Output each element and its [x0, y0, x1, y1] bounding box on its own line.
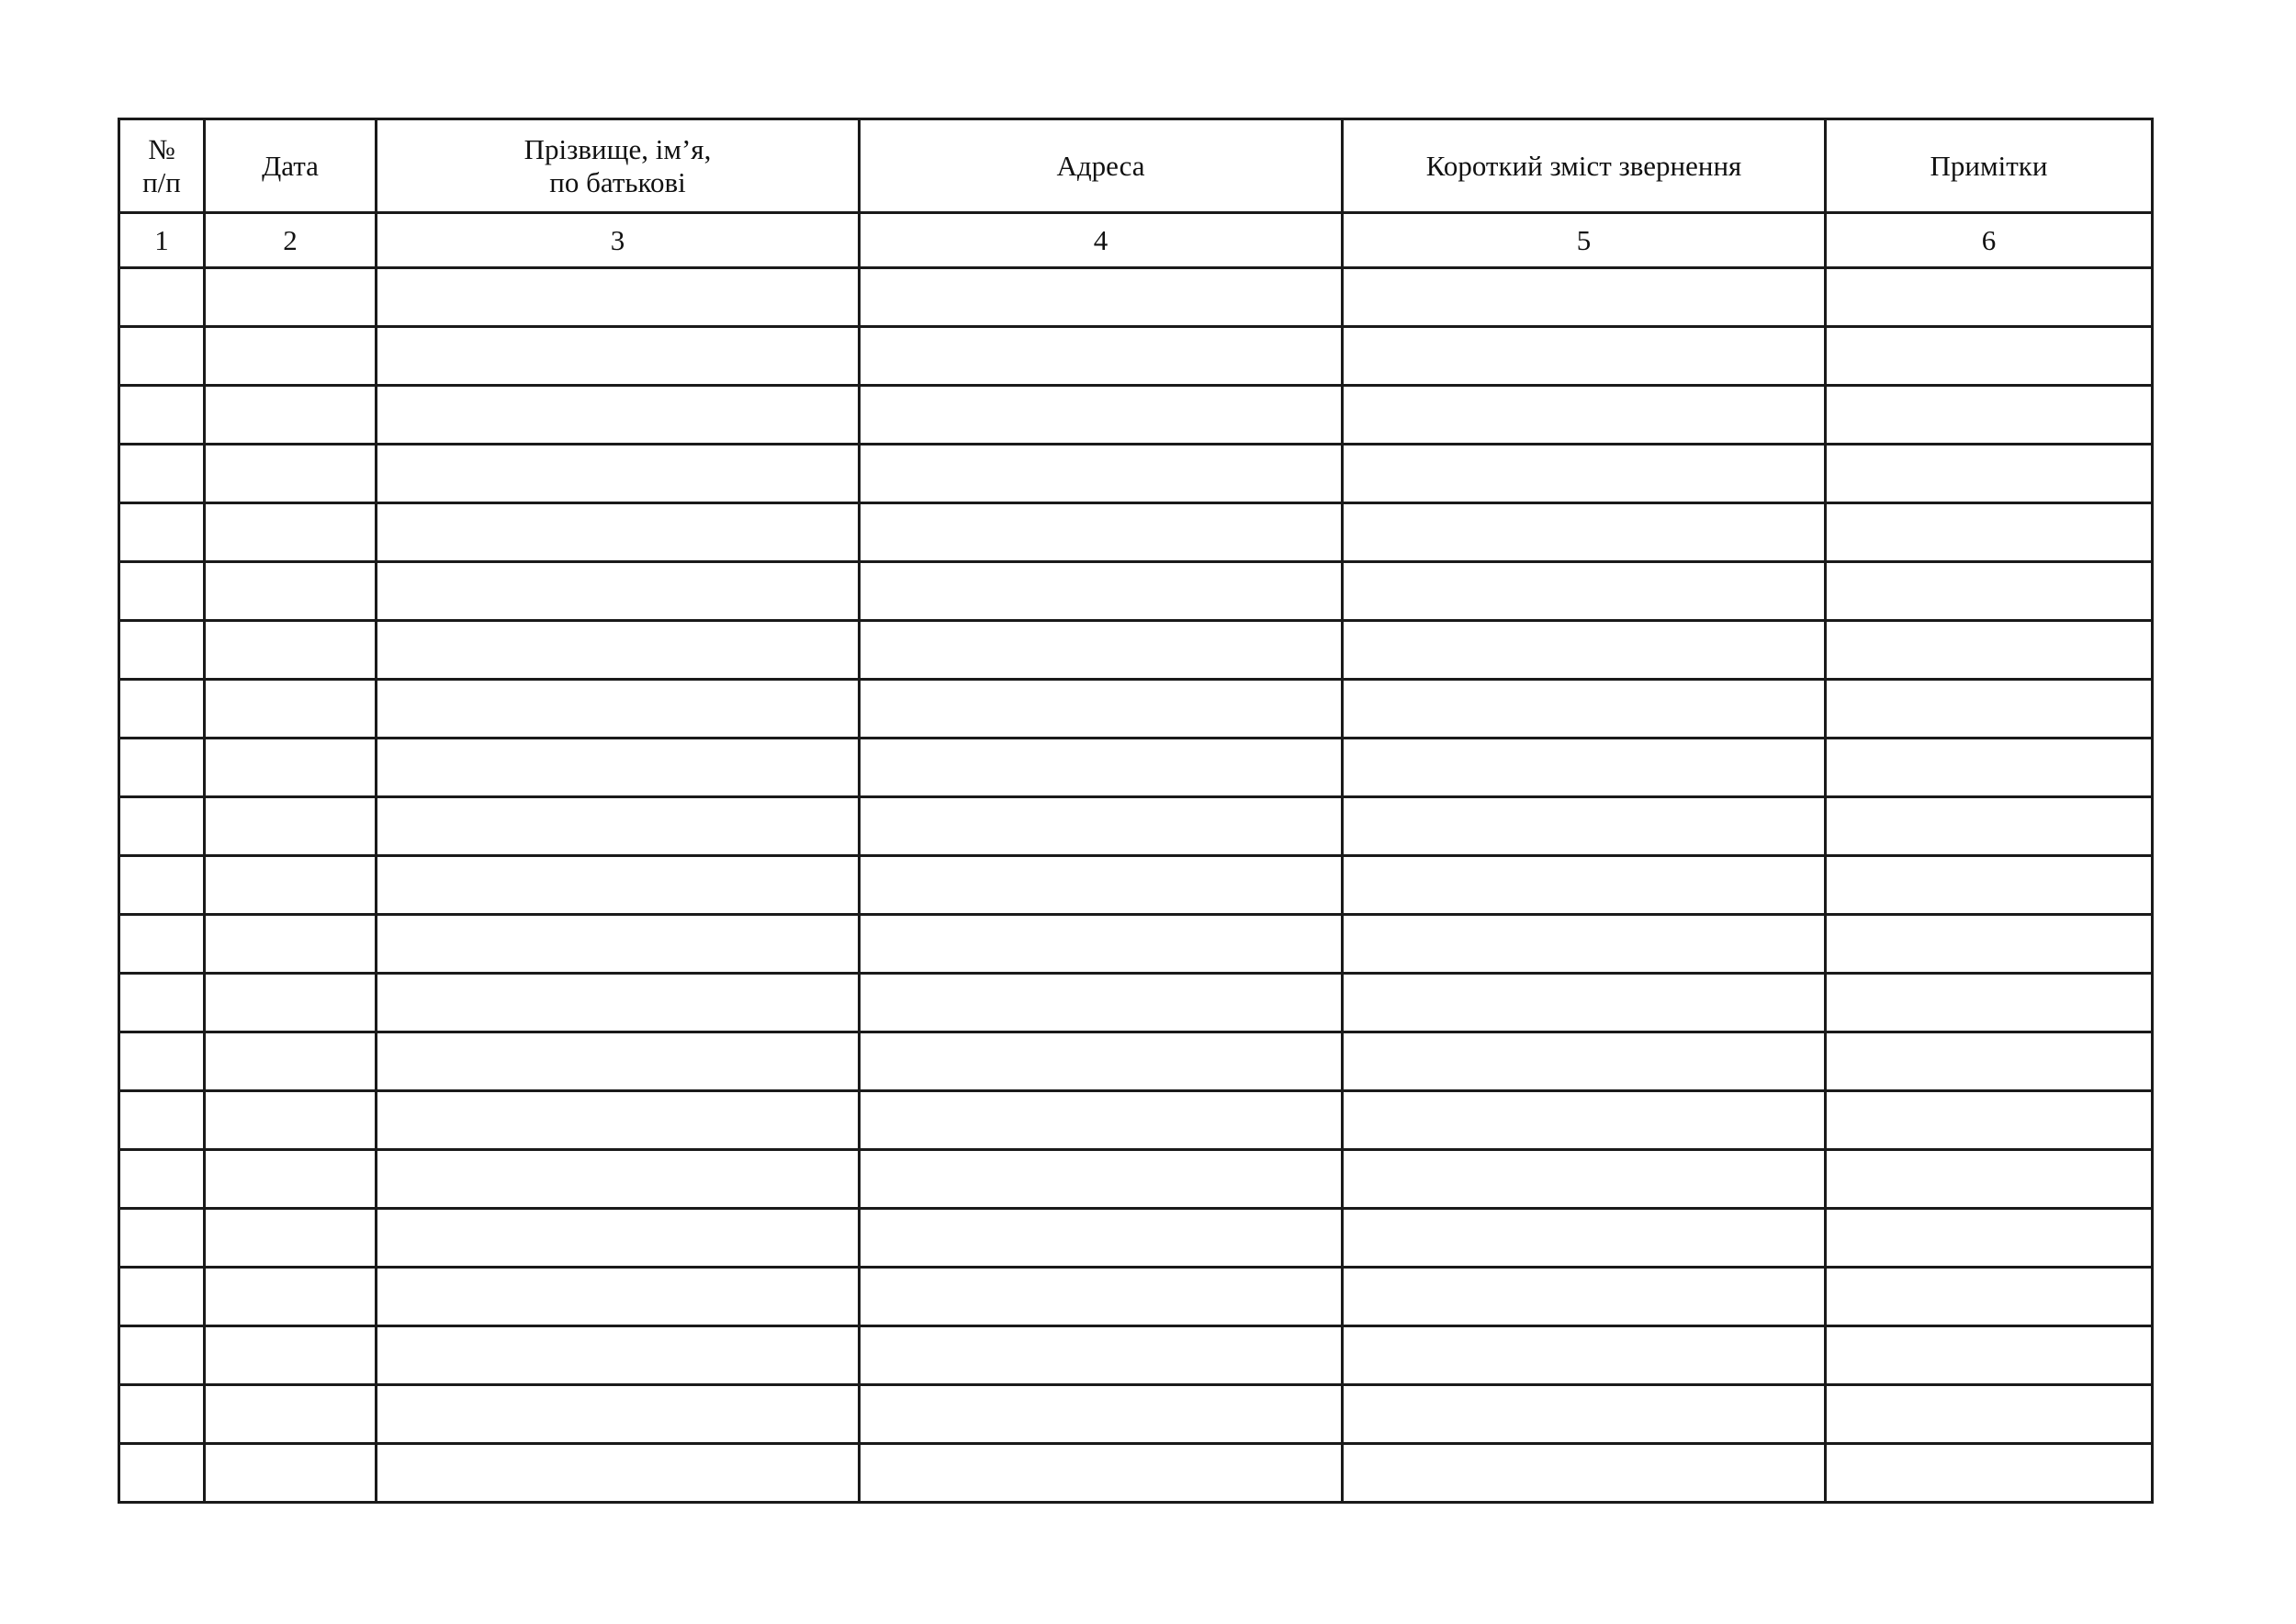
table-cell-summary [1343, 797, 1826, 856]
table-cell-summary [1343, 856, 1826, 915]
table-cell-notes [1826, 1150, 2153, 1209]
header-address [860, 119, 1343, 213]
table-cell-name [377, 445, 860, 503]
table-cell-name [377, 1444, 860, 1503]
table-row [119, 1268, 2153, 1326]
header-full-name-line-1: Прізвище, ім’я, [523, 132, 712, 165]
table-cell-notes [1826, 268, 2153, 327]
table-cell-date [205, 739, 377, 797]
table-cell-num [119, 974, 205, 1032]
table-cell-date [205, 268, 377, 327]
table-row [119, 1091, 2153, 1150]
table-cell-name [377, 268, 860, 327]
table-cell-summary [1343, 445, 1826, 503]
table-cell-notes [1826, 739, 2153, 797]
table-cell-notes [1826, 621, 2153, 680]
table-cell-summary [1343, 268, 1826, 327]
table-cell-notes [1826, 503, 2153, 562]
table-cell-name [377, 562, 860, 621]
table-cell-summary [1343, 327, 1826, 386]
table-cell-address [860, 915, 1343, 974]
table-cell-summary [1343, 621, 1826, 680]
table-cell-notes [1826, 1032, 2153, 1091]
table-cell-address [860, 1268, 1343, 1326]
table-cell-num [119, 1268, 205, 1326]
table-cell-date [205, 1209, 377, 1268]
table-cell-date [205, 562, 377, 621]
table-cell-summary [1343, 1091, 1826, 1150]
table-cell-address [860, 327, 1343, 386]
header-number-line-2: п/п [142, 165, 181, 198]
table-row [119, 974, 2153, 1032]
table-cell-date [205, 1385, 377, 1444]
column-number-2: 2 [205, 213, 377, 268]
table-cell-name [377, 915, 860, 974]
table-row [119, 739, 2153, 797]
table-cell-summary [1343, 386, 1826, 445]
table-row [119, 327, 2153, 386]
table-row [119, 1150, 2153, 1209]
table-cell-num [119, 1444, 205, 1503]
header-row [119, 119, 2153, 213]
table-cell-name [377, 386, 860, 445]
table-cell-address [860, 739, 1343, 797]
header-date [205, 119, 377, 213]
table-cell-name [377, 621, 860, 680]
table-cell-name [377, 1326, 860, 1385]
table-row [119, 562, 2153, 621]
table-row [119, 856, 2153, 915]
blank-rows [119, 268, 2153, 1503]
table-row [119, 680, 2153, 739]
table-cell-summary [1343, 915, 1826, 974]
table-cell-notes [1826, 1209, 2153, 1268]
table-cell-address [860, 974, 1343, 1032]
table-cell-address [860, 1150, 1343, 1209]
table-cell-name [377, 1032, 860, 1091]
table-cell-summary [1343, 1032, 1826, 1091]
table-cell-num [119, 680, 205, 739]
column-number-6: 6 [1826, 213, 2153, 268]
table-cell-notes [1826, 1326, 2153, 1385]
table-row [119, 386, 2153, 445]
table-cell-num [119, 856, 205, 915]
table-cell-date [205, 856, 377, 915]
register-table [118, 118, 2154, 1504]
table-cell-name [377, 327, 860, 386]
table-cell-notes [1826, 1268, 2153, 1326]
table-cell-num [119, 327, 205, 386]
table-row [119, 621, 2153, 680]
table-cell-notes [1826, 1091, 2153, 1150]
table-cell-num [119, 1209, 205, 1268]
table-cell-notes [1826, 386, 2153, 445]
header-number-line-1: № [148, 132, 175, 165]
table-cell-name [377, 974, 860, 1032]
table-cell-num [119, 445, 205, 503]
table-row [119, 1209, 2153, 1268]
table-cell-date [205, 386, 377, 445]
table-cell-summary [1343, 1444, 1826, 1503]
table-cell-date [205, 797, 377, 856]
table-row [119, 268, 2153, 327]
column-number-row [119, 213, 2153, 268]
column-number-3: 3 [377, 213, 860, 268]
header-summary-label: Короткий зміст звернення [1425, 149, 1742, 182]
header-notes-label: Примітки [1930, 149, 2048, 182]
table-cell-date [205, 1444, 377, 1503]
table-cell-num [119, 1385, 205, 1444]
table-cell-address [860, 1209, 1343, 1268]
table-cell-summary [1343, 739, 1826, 797]
table-cell-notes [1826, 1385, 2153, 1444]
table-cell-notes [1826, 562, 2153, 621]
table-cell-date [205, 1150, 377, 1209]
table-cell-address [860, 1326, 1343, 1385]
table-cell-address [860, 1385, 1343, 1444]
header-full-name-line-2: по батькові [549, 165, 686, 198]
table-cell-notes [1826, 856, 2153, 915]
table-cell-num [119, 1326, 205, 1385]
column-number-4: 4 [860, 213, 1343, 268]
table-cell-name [377, 739, 860, 797]
table-cell-name [377, 1209, 860, 1268]
table-row [119, 1032, 2153, 1091]
table-cell-notes [1826, 915, 2153, 974]
table-cell-date [205, 915, 377, 974]
table-cell-summary [1343, 562, 1826, 621]
table-cell-num [119, 562, 205, 621]
table-cell-address [860, 386, 1343, 445]
table-cell-name [377, 1268, 860, 1326]
table-cell-summary [1343, 1385, 1826, 1444]
table-cell-num [119, 268, 205, 327]
table-row [119, 915, 2153, 974]
table-cell-address [860, 1444, 1343, 1503]
table-cell-notes [1826, 974, 2153, 1032]
table-cell-name [377, 1150, 860, 1209]
table-cell-address [860, 562, 1343, 621]
table-cell-name [377, 1091, 860, 1150]
header-summary [1343, 119, 1826, 213]
table-cell-address [860, 1091, 1343, 1150]
table-cell-notes [1826, 445, 2153, 503]
table-cell-num [119, 797, 205, 856]
table-cell-num [119, 386, 205, 445]
table-cell-notes [1826, 1444, 2153, 1503]
column-number-1: 1 [119, 213, 205, 268]
table-cell-name [377, 680, 860, 739]
table-cell-date [205, 621, 377, 680]
table-cell-address [860, 445, 1343, 503]
table-cell-address [860, 503, 1343, 562]
table-row [119, 1326, 2153, 1385]
header-number [119, 119, 205, 213]
table-cell-summary [1343, 1326, 1826, 1385]
table-row [119, 445, 2153, 503]
table-cell-summary [1343, 1209, 1826, 1268]
table-cell-date [205, 974, 377, 1032]
header-full-name [377, 119, 860, 213]
table-cell-notes [1826, 327, 2153, 386]
table-row [119, 1444, 2153, 1503]
table-cell-date [205, 503, 377, 562]
register-form [118, 118, 2154, 1504]
table-cell-num [119, 503, 205, 562]
table-cell-date [205, 1091, 377, 1150]
table-cell-address [860, 268, 1343, 327]
table-cell-name [377, 1385, 860, 1444]
table-cell-name [377, 797, 860, 856]
table-cell-name [377, 503, 860, 562]
table-cell-num [119, 915, 205, 974]
table-cell-date [205, 1032, 377, 1091]
table-cell-address [860, 1032, 1343, 1091]
table-cell-num [119, 1032, 205, 1091]
table-row [119, 503, 2153, 562]
table-cell-num [119, 1150, 205, 1209]
table-cell-notes [1826, 680, 2153, 739]
table-cell-summary [1343, 503, 1826, 562]
table-cell-address [860, 621, 1343, 680]
table-cell-num [119, 1091, 205, 1150]
table-cell-date [205, 680, 377, 739]
table-cell-summary [1343, 1268, 1826, 1326]
table-row [119, 1385, 2153, 1444]
header-address-label: Адреса [1056, 149, 1145, 182]
table-cell-date [205, 445, 377, 503]
table-cell-date [205, 327, 377, 386]
table-cell-date [205, 1326, 377, 1385]
table-cell-summary [1343, 1150, 1826, 1209]
table-cell-address [860, 797, 1343, 856]
header-date-label: Дата [262, 149, 319, 182]
column-number-5: 5 [1343, 213, 1826, 268]
header-notes [1826, 119, 2153, 213]
table-cell-name [377, 856, 860, 915]
table-cell-address [860, 856, 1343, 915]
table-cell-summary [1343, 974, 1826, 1032]
table-cell-num [119, 621, 205, 680]
table-cell-address [860, 680, 1343, 739]
table-row [119, 797, 2153, 856]
table-cell-notes [1826, 797, 2153, 856]
table-cell-date [205, 1268, 377, 1326]
table-cell-num [119, 739, 205, 797]
table-cell-summary [1343, 680, 1826, 739]
